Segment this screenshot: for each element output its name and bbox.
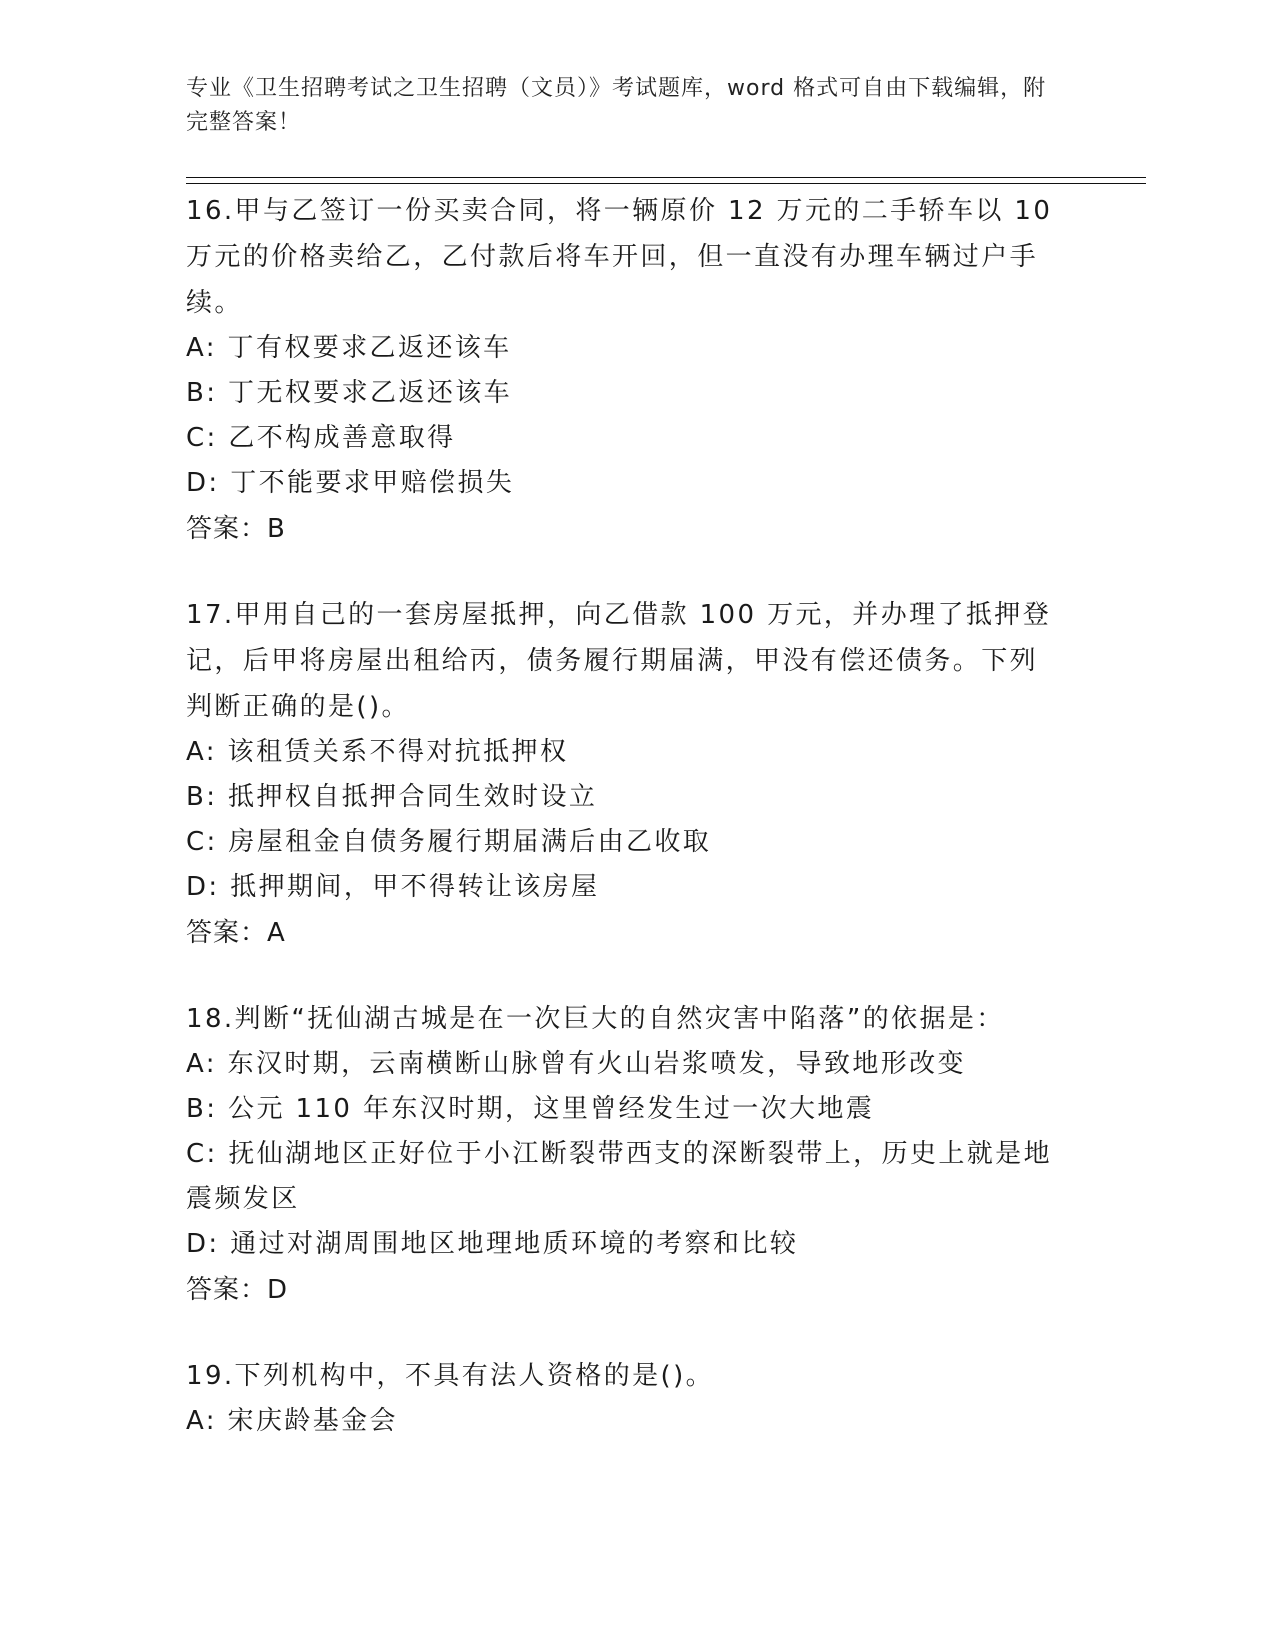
question-17 xyxy=(186,592,1066,956)
header-rule-bottom xyxy=(186,183,1146,184)
option-a: A: 该租赁关系不得对抗抵押权 xyxy=(186,737,569,767)
question-16 xyxy=(186,188,1066,552)
option-a: A: 东汉时期，云南横断山脉曾有火山岩浆喷发，导致地形改变 xyxy=(186,1049,966,1079)
option-c: C: 乙不构成善意取得 xyxy=(186,423,456,453)
header-rule-top xyxy=(186,177,1146,178)
question-text: 19.下列机构中，不具有法人资格的是()。 xyxy=(186,1361,715,1391)
answer: 答案：B xyxy=(186,514,286,544)
spacer xyxy=(186,1313,1066,1353)
document-header: 专业《卫生招聘考试之卫生招聘（文员）》考试题库，word 格式可自由下载编辑，附完整答案！ xyxy=(186,76,1047,135)
option-d: D: 抵押期间，甲不得转让该房屋 xyxy=(186,872,600,902)
option-b: B: 抵押权自抵押合同生效时设立 xyxy=(186,782,598,812)
question-text: 17.甲用自己的一套房屋抵押，向乙借款 100 万元，并办理了抵押登记，后甲将房屋出租给丙，债务履行期届满，甲没有偿还债务。下列判断正确的是()。 xyxy=(186,600,1052,722)
spacer xyxy=(186,956,1066,996)
question-text: 16.甲与乙签订一份买卖合同，将一辆原价 12 万元的二手轿车以 10 万元的价格卖给乙，乙付款后将车开回，但一直没有办理车辆过户手续。 xyxy=(186,196,1053,318)
answer: 答案：A xyxy=(186,918,286,948)
spacer xyxy=(186,552,1066,592)
question-list xyxy=(186,188,1066,1444)
question-18 xyxy=(186,996,1066,1313)
option-a: A: 丁有权要求乙返还该车 xyxy=(186,333,512,363)
option-a: A: 宋庆龄基金会 xyxy=(186,1406,398,1436)
answer: 答案：D xyxy=(186,1275,289,1305)
question-19 xyxy=(186,1353,1066,1444)
question-text: 18.判断“抚仙湖古城是在一次巨大的自然灾害中陷落”的依据是： xyxy=(186,1004,1005,1034)
option-b: B: 丁无权要求乙返还该车 xyxy=(186,378,513,408)
option-d: D: 通过对湖周围地区地理地质环境的考察和比较 xyxy=(186,1229,799,1259)
option-c: C: 抚仙湖地区正好位于小江断裂带西支的深断裂带上，历史上就是地震频发区 xyxy=(186,1139,1052,1214)
option-b: B: 公元 110 年东汉时期，这里曾经发生过一次大地震 xyxy=(186,1094,875,1124)
option-c: C: 房屋租金自债务履行期届满后由乙收取 xyxy=(186,827,712,857)
option-d: D: 丁不能要求甲赔偿损失 xyxy=(186,468,515,498)
